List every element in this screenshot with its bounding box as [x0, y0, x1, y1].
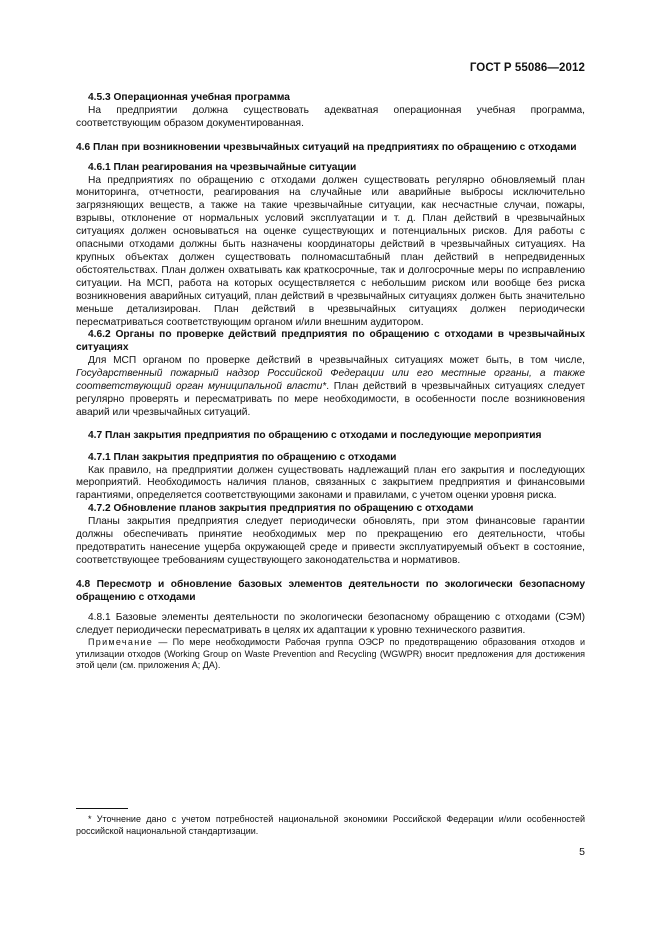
section-4-6-2-title: 4.6.2 Органы по проверке действий предприятия по обращению с отходами в чрезвычайных ситуациях: [76, 329, 585, 354]
section-4-7-2-text: Планы закрытия предприятия следует периодически обновлять, при этом финансовые гарантии должны обеспечивать принятие необходимых мер по прекращению его деятельности, чтобы предотвратить нанесение ущерба окружающей среде и привести эксплуатируемый объект в состояние, соответствующее требованиям существующего законодательства и нормативов.: [76, 516, 585, 566]
page-number: 5: [579, 846, 585, 858]
section-4-6-2-text: [76, 355, 585, 420]
section-4-7-2-title: 4.7.2 Обновление планов закрытия предприятия по обращению с отходами: [88, 503, 474, 515]
footnote: * Уточнение дано с учетом потребностей национальной экономики Российской Федерации и/или особенностей российской национальной стандартизации.: [76, 814, 585, 836]
section-4-6-title: 4.6 План при возникновении чрезвычайных ситуаций на предприятиях по обращению с отходами: [76, 141, 577, 153]
note-label: Примечание: [88, 637, 154, 648]
note: [76, 637, 585, 672]
document-body: [76, 92, 585, 672]
section-4-8-1-text: 4.8.1 Базовые элементы деятельности по экологически безопасному обращению с отходами (СЭМ) следует периодически пересматривать в целях их адаптации к уровню технического развития.: [76, 611, 585, 636]
section-4-6-2-text-b: . План действий в чрезвычайных ситуациях следует регулярно проверять и пересматривать по мере необходимости, в особенности после возникновения аварий или чрезвычайных ситуаций.: [76, 381, 585, 418]
section-4-5-3-text: На предприятии должна существовать адекватная операционная учебная программа, соответствующим образом документированная.: [76, 104, 585, 129]
section-4-5-3-title: 4.5.3 Операционная учебная программа: [88, 92, 290, 103]
section-4-7-1-title: 4.7.1 План закрытия предприятия по обращению с отходами: [88, 451, 397, 463]
document-code: ГОСТ Р 55086—2012: [469, 62, 585, 74]
section-4-8-title: 4.8 Пересмотр и обновление базовых элементов деятельности по экологически безопасному обращению с отходами: [76, 578, 585, 603]
section-4-7-1-text: Как правило, на предприятии должен существовать надлежащий план его закрытия и последующих мероприятий. Необходимость наличия планов, связанных с закрытием предприятия и финансовыми гарантиями, определяется соответствующими законами и правилами, с учетом оценки уровня риска.: [76, 464, 585, 502]
section-4-7-title: 4.7 План закрытия предприятия по обращению с отходами и последующие мероприятия: [88, 429, 542, 441]
footnote-divider: [76, 808, 128, 809]
section-4-6-2-text-italic: Государственный пожарный надзор Российской Федерации или его местные органы, а также соответствующий орган муниципальной власти*: [76, 368, 585, 393]
section-4-6-2-text-a: Для МСП органом по проверке действий в чрезвычайных ситуациях может быть, в том числе,: [88, 355, 585, 367]
section-4-6-1-text: На предприятиях по обращению с отходами должен существовать регулярно обновляемый план мониторинга, отчетности, реагирования на случайные или аварийные выбросы исключительно загрязняющих веществ, а также на такие чрезвычайные ситуации, как несчастные случаи, пожары, взрывы, отклонение от нормальных условий эксплуатации и т. д. План действий в чрезвычайных ситуациях должен основываться на оценке существующих и потенциальных рисков. Для работы с опасными отходами должны быть назначены координаторы действий в чрезвычайных ситуациях. На крупных объектах должен существовать полномасштабный план действий в непредвиденных обстоятельствах. План должен охватывать как краткосрочные, так и долгосрочные меры по исправлению ситуации. На МСП, работа на которых осуществляется с небольшим риском или вообще без риска возникновения аварийных ситуаций, план действий в чрезвычайных ситуациях должен быть значительно меньше детализирован. План действий в чрезвычайных ситуациях должен периодически пересматриваться соответствующим органом и/или внешним аудитором.: [76, 174, 585, 328]
note-text: — По мере необходимости Рабочая группа ОЭСР по предотвращению образования отходов и утилизации отходов (Working Group on Waste Prevention and Recycling (WGWPR) вносит предложения для достижения этой цели (см. приложения А; ДА).: [76, 637, 585, 671]
section-4-6-1-title: 4.6.1 План реагирования на чрезвычайные ситуации: [88, 161, 357, 173]
